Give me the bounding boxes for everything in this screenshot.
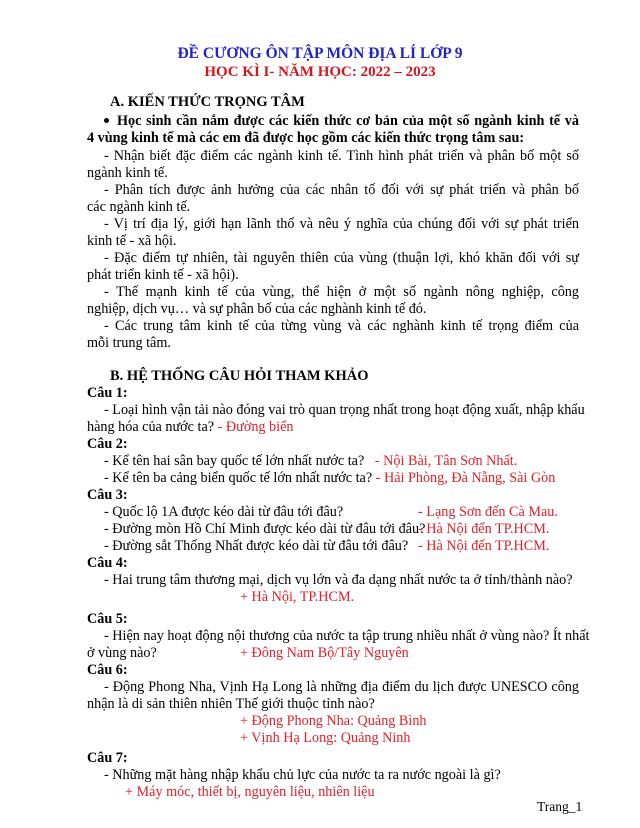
question-6-line1: - Động Phong Nha, Vịnh Hạ Long là những địa điểm du lịch được UNESCO công: [104, 679, 579, 695]
question-6-line2: nhận là di sản thiên nhiên Thế giới thuộc tỉnh nào?: [87, 696, 375, 712]
question-1-line2: hàng hóa của nước ta? - Đường biển: [87, 419, 294, 435]
question-1-answer: - Đường biển: [217, 419, 294, 435]
question-5-answer: + Đông Nam Bộ/Tây Nguyên: [240, 645, 409, 661]
section-a-item-1-line2: ngành kinh tế.: [87, 165, 168, 181]
section-a-item-2-line2: các ngành kinh tế.: [87, 199, 191, 215]
question-2a: - Kể tên hai sân bay quốc tế lớn nhất nước ta? - Nội Bài, Tân Sơn Nhất.: [104, 453, 518, 469]
question-6-answer-1: + Động Phong Nha: Quảng Bình: [240, 713, 427, 729]
question-3c-answer: - Hà Nội đến TP.HCM.: [418, 538, 550, 554]
document-title: ĐỀ CƯƠNG ÔN TẬP MÔN ĐỊA LÍ LỚP 9: [177, 45, 463, 62]
section-b-heading: B. HỆ THỐNG CÂU HỎI THAM KHẢO: [110, 368, 369, 384]
question-1-line1: - Loại hình vận tải nào đóng vai trò quan trọng nhất trong hoạt động xuất, nhập khẩu: [104, 402, 585, 418]
question-6-label: Câu 6:: [87, 662, 128, 678]
document-subtitle: HỌC KÌ I- NĂM HỌC: 2022 – 2023: [204, 64, 436, 80]
question-4-text: - Hai trung tâm thương mại, dịch vụ lớn và đa dạng nhất nước ta ở tỉnh/thành nào?: [104, 572, 573, 588]
section-a-item-4-line2: phát triển kinh tế - xã hội).: [87, 267, 239, 283]
question-6-answer-2: + Vịnh Hạ Long: Quảng Ninh: [240, 730, 411, 746]
section-a-item-5-line2: nghiệp, dịch vụ… và sự phân bố của các nghành kinh tế đó.: [87, 301, 427, 317]
section-a-item-5-line1: - Thế mạnh kinh tế của vùng, thể hiện ở một số ngành nông nghiệp, công: [104, 284, 579, 300]
question-7-answer: + Máy móc, thiết bị, nguyên liệu, nhiên liệu: [125, 784, 375, 800]
question-2b: - Kể tên ba cảng biển quốc tế lớn nhất nước ta? - Hải Phòng, Đà Nẵng, Sài Gòn: [104, 470, 556, 486]
section-a-item-6-line1: - Các trung tâm kinh tế của từng vùng và các nghành kinh tế trọng điểm của: [104, 318, 579, 334]
question-3b-text: - Đường mòn Hồ Chí Minh được kéo dài từ đâu tới đâu?: [104, 521, 426, 537]
page-number: Trang_1: [537, 799, 583, 814]
question-7-text: - Những mặt hàng nhập khẩu chủ lực của nước ta ra nước ngoài là gì?: [104, 767, 501, 783]
question-3b-answer: - Hà Nội đến TP.HCM.: [418, 521, 550, 537]
question-2a-answer: - Nội Bài, Tân Sơn Nhất.: [374, 453, 518, 469]
question-2-label: Câu 2:: [87, 436, 128, 452]
bullet-icon: [104, 118, 109, 123]
question-4-label: Câu 4:: [87, 555, 128, 571]
question-2b-answer: - Hải Phòng, Đà Nẵng, Sài Gòn: [375, 470, 556, 486]
question-1-label: Câu 1:: [87, 385, 128, 401]
question-3a-answer: - Lạng Sơn đến Cà Mau.: [418, 504, 558, 520]
section-a-intro-line1: Học sinh cần nắm được các kiến thức cơ bản của một số ngành kinh tế và: [104, 113, 579, 130]
question-3-label: Câu 3:: [87, 487, 128, 503]
question-3c-text: - Đường sắt Thống Nhất được kéo dài từ đâu tới đâu?: [104, 538, 409, 554]
section-a-heading: A. KIẾN THỨC TRỌNG TÂM: [110, 94, 305, 110]
section-a-item-6-line2: mỗi trung tâm.: [87, 335, 171, 351]
question-7-label: Câu 7:: [87, 750, 128, 766]
section-a-intro-line2: 4 vùng kinh tế mà các em đã được học gồm các kiến thức trọng tâm sau:: [87, 130, 525, 146]
section-a-item-3-line1: - Vị trí địa lý, giới hạn lãnh thổ và nêu ý nghĩa của chúng đối với sự phát triển: [104, 216, 579, 232]
question-3a-text: - Quốc lộ 1A được kéo dài từ đâu tới đâu?: [104, 504, 344, 520]
question-4-answer: + Hà Nội, TP.HCM.: [240, 589, 355, 605]
section-a-item-4-line1: - Đặc điểm tự nhiên, tài nguyên thiên của vùng (thuận lợi, khó khăn đối với sự: [104, 250, 579, 266]
question-5-label: Câu 5:: [87, 611, 128, 627]
question-5-line1: - Hiện nay hoạt động nội thương của nước ta tập trung nhiều nhất ở vùng nào? Ít nhất: [104, 628, 590, 644]
section-a-item-3-line2: kinh tế - xã hội.: [87, 233, 177, 249]
section-a-item-1-line1: - Nhận biết đặc điểm các ngành kinh tế. Tình hình phát triển và phân bố một số: [104, 148, 579, 164]
section-a-item-2-line1: - Phân tích được ảnh hưởng của các nhân tố đối với sự phát triển và phân bố: [104, 182, 579, 198]
question-5-line2: ở vùng nào?: [87, 645, 157, 661]
